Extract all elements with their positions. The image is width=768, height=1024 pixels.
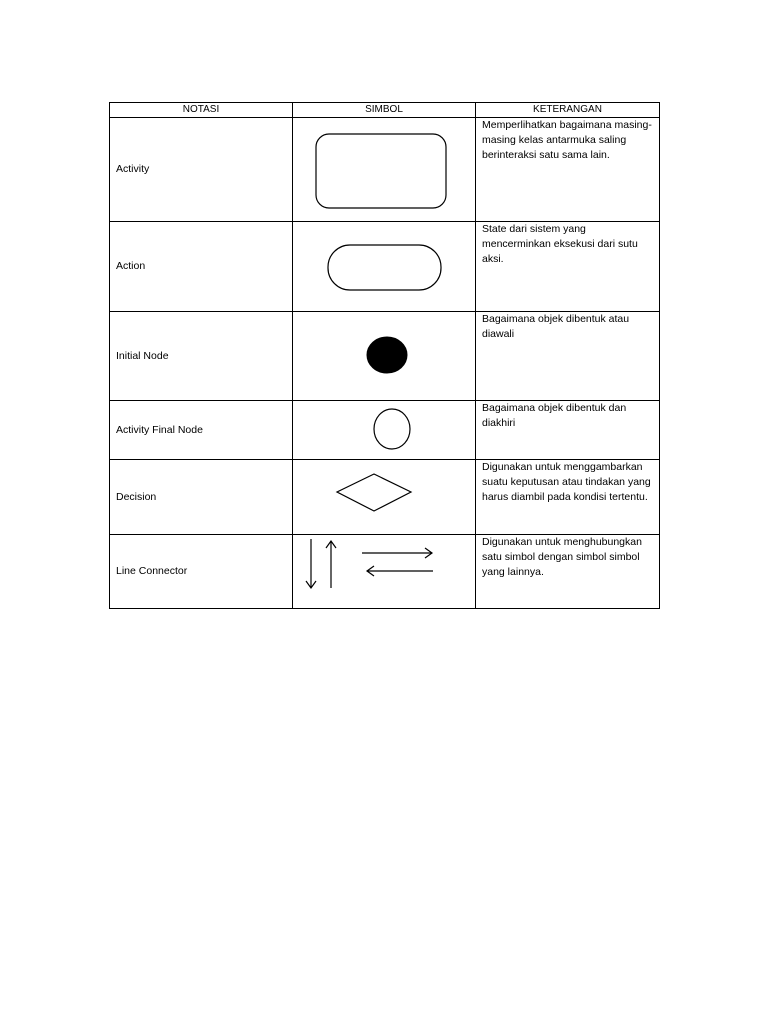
header-simbol: SIMBOL <box>293 103 476 118</box>
table-row <box>110 118 660 222</box>
symbol-cell <box>293 401 476 460</box>
table-row <box>110 535 660 609</box>
keterangan-cell: Bagaimana objek dibentuk atau diawali <box>476 312 660 401</box>
header-keterangan: KETERANGAN <box>476 103 660 118</box>
keterangan-cell: Bagaimana objek dibentuk dan diakhiri <box>476 401 660 460</box>
table-row <box>110 401 660 460</box>
symbol-cell <box>293 312 476 401</box>
symbol-cell <box>293 222 476 312</box>
notation-table <box>109 102 660 609</box>
notasi-cell: Line Connector <box>110 535 293 609</box>
rounded-rectangle-icon <box>293 118 476 222</box>
keterangan-cell: Memperlihatkan bagaimana masing-masing kelas antarmuka saling berinteraksi satu sama lain. <box>476 118 660 222</box>
table-row <box>110 222 660 312</box>
hollow-circle-icon <box>293 401 476 460</box>
arrows-icon <box>293 535 476 609</box>
notasi-cell: Action <box>110 222 293 312</box>
symbol-cell <box>293 460 476 535</box>
notasi-cell: Decision <box>110 460 293 535</box>
keterangan-cell: Digunakan untuk menghubungkan satu simbol dengan simbol simbol yang lainnya. <box>476 535 660 609</box>
keterangan-cell: State dari sistem yang mencerminkan eksekusi dari sutu aksi. <box>476 222 660 312</box>
table-row <box>110 460 660 535</box>
table-header-row <box>110 103 660 118</box>
header-notasi: NOTASI <box>110 103 293 118</box>
notasi-cell: Activity Final Node <box>110 401 293 460</box>
capsule-icon <box>293 222 476 312</box>
filled-circle-icon <box>293 312 476 401</box>
diamond-icon <box>293 460 476 535</box>
symbol-cell <box>293 535 476 609</box>
table-row <box>110 312 660 401</box>
notasi-cell: Activity <box>110 118 293 222</box>
notasi-cell: Initial Node <box>110 312 293 401</box>
keterangan-cell: Digunakan untuk menggambarkan suatu keputusan atau tindakan yang harus diambil pada kondisi tertentu. <box>476 460 660 535</box>
symbol-cell <box>293 118 476 222</box>
